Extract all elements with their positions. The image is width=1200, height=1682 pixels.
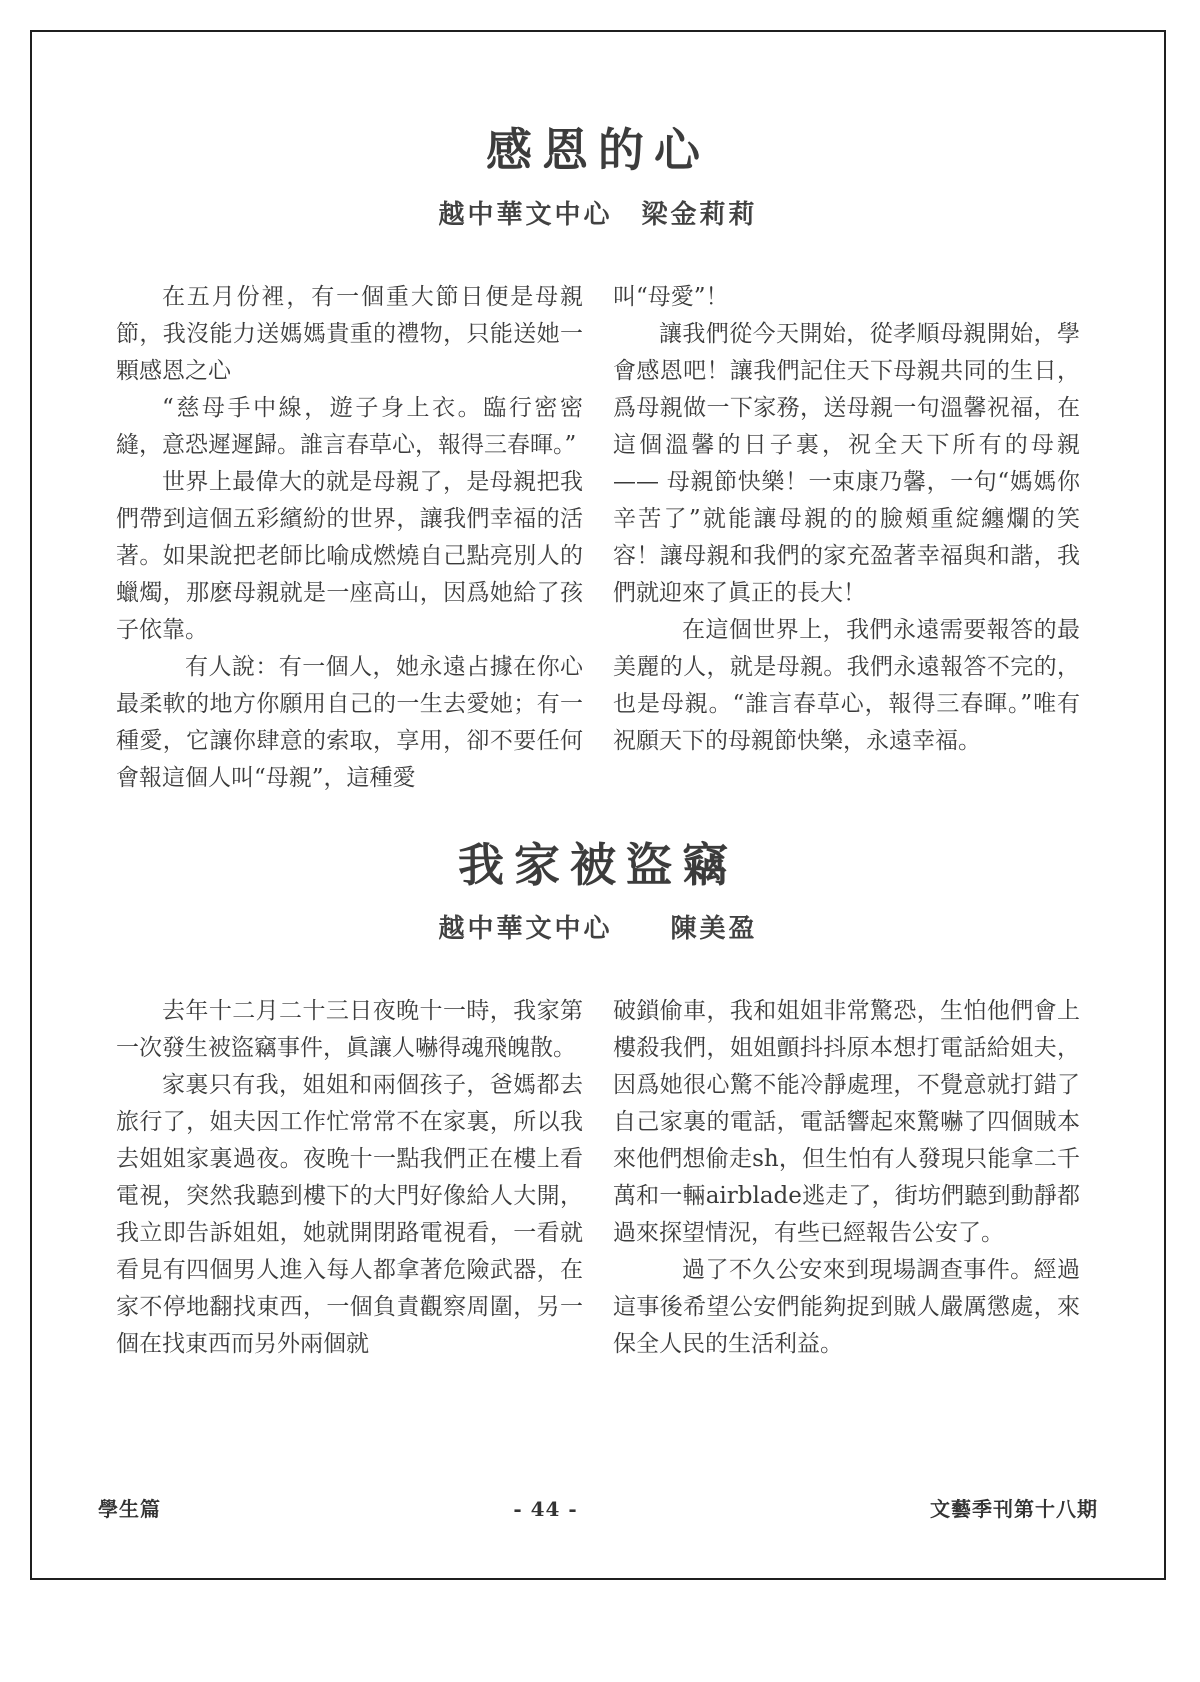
- paragraph: 有人說：有一個人，她永遠占據在你心最柔軟的地方你願用自己的一生去愛她；有一種愛，它讓你肆意的索取，享用，卻不要任何會報這個人叫“母親”，這種愛: [116, 653, 583, 791]
- essay-columns: [32, 993, 1164, 1363]
- paragraph: “慈母手中線，遊子身上衣。臨行密密縫，意恐遲遲歸。誰言春草心，報得三春暉。”: [116, 394, 583, 458]
- essay-burglary: [32, 837, 1164, 1364]
- right-column: [613, 993, 1080, 1363]
- page-footer: [98, 1493, 1098, 1522]
- essay-title: 感恩的心: [486, 123, 710, 177]
- paragraph: 讓我們從今天開始，從孝順母親開始，學會感恩吧！讓我們記住天下母親共同的生日，爲母親做一下家務，送母親一句溫馨祝福，在這個溫馨的日子裏，祝全天下所有的母親 —— 母親節快樂！一束康乃馨，一句“媽媽你辛苦了”就能讓母親的的臉頰重綻纏爛的笑容！讓母親和我們的家充盈著幸福與和諧，我們就迎來了眞正的長大！: [613, 320, 1080, 606]
- essay-columns: [32, 279, 1164, 797]
- paragraph: 家裏只有我，姐姐和兩個孩子，爸媽都去旅行了，姐夫因工作忙常常不在家裏，所以我去姐姐家裏過夜。夜晚十一點我們正在樓上看電視，突然我聽到樓下的大門好像給人大開，我立即告訴姐姐，她就開閉路電視看，一看就看見有四個男人進入每人都拿著危險武器，在家不停地翻找東西，一個負責觀察周圍，另一個在找東西而另外兩個就: [116, 1072, 583, 1357]
- paragraph: 在五月份裡，有一個重大節日便是母親節，我沒能力送媽媽貴重的禮物，只能送她一顆感恩之心: [116, 283, 583, 384]
- footer-section-label: 學生篇: [98, 1497, 161, 1521]
- left-column: [116, 993, 583, 1363]
- footer-issue-label: 文藝季刊第十八期: [929, 1497, 1098, 1521]
- paragraph: 去年十二月二十三日夜晚十一時，我家第一次發生被盜竊事件，眞讓人嚇得魂飛魄散。: [116, 998, 583, 1061]
- essay-gratitude: [32, 32, 1164, 797]
- paragraph: 叫“母愛”！: [613, 283, 729, 310]
- right-column: [613, 279, 1080, 797]
- paragraph: 過了不久公安來到現場調查事件。經過這事後希望公安們能夠捉到賊人嚴厲懲處，來保全人民的生活利益。: [613, 1257, 1080, 1357]
- left-column: [116, 279, 583, 797]
- page-border-frame: [30, 30, 1166, 1580]
- paragraph: 破鎖偷車，我和姐姐非常驚恐，生怕他們會上樓殺我們，姐姐顫抖抖原本想打電話給姐夫，因爲她很心驚不能冷靜處理，不覺意就打錯了自己家裏的電話，電話響起來驚嚇了四個賊本來他們想偷走sh，但生怕有人發現只能拿二千萬和一輛airblade逃走了，街坊們聽到動靜都過來探望情況，有些已經報告公安了。: [613, 998, 1080, 1246]
- paragraph: 在這個世界上，我們永遠需要報答的最美麗的人，就是母親。我們永遠報答不完的，也是母親。“誰言春草心，報得三春暉。”唯有祝願天下的母親節快樂，永遠幸福。: [613, 616, 1080, 754]
- footer-page-number: - 44 -: [513, 1497, 578, 1521]
- essay-author-line: 越中華文中心 陳美盈: [438, 914, 758, 944]
- paragraph: 世界上最偉大的就是母親了，是母親把我們帶到這個五彩繽紛的世界，讓我們幸福的活著。如果說把老師比喻成燃燒自己點亮別人的蠟燭，那麽母親就是一座高山，因爲她給了孩子依靠。: [116, 468, 583, 643]
- essay-author-line: 越中華文中心 梁金莉莉: [438, 199, 758, 230]
- essay-title: 我家被盜竊: [458, 837, 738, 892]
